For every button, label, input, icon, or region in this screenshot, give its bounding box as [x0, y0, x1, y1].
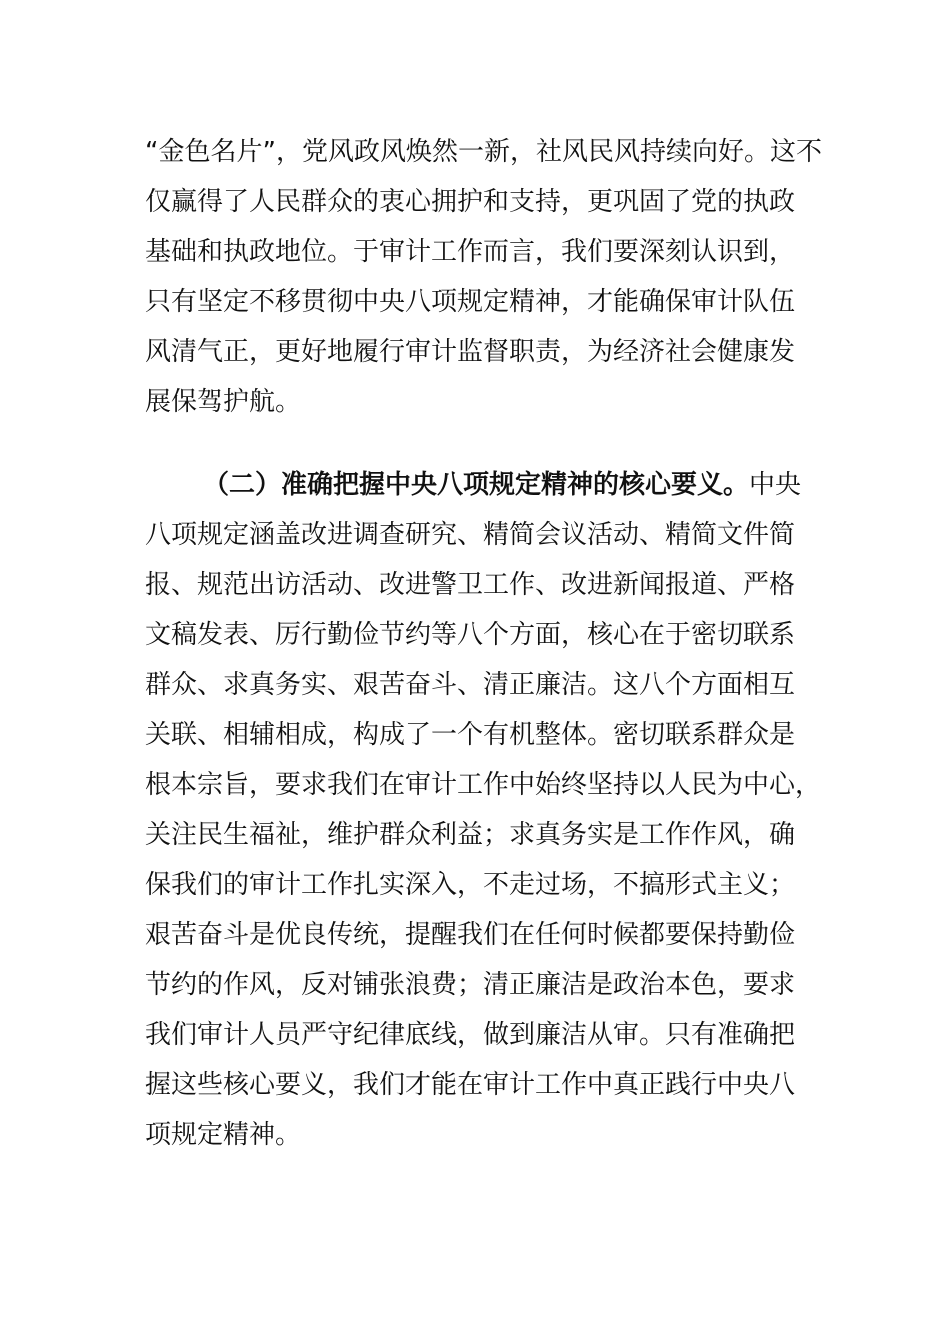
paragraph-2-line: 根本宗旨，要求我们在审计工作中始终坚持以人民为中心，	[145, 770, 822, 800]
paragraph-2-line: 报、规范出访活动、改进警卫工作、改进新闻报道、严格	[145, 570, 796, 600]
paragraph-2-line: 项规定精神。	[145, 1120, 302, 1150]
paragraph-1-line: 基础和执政地位。于审计工作而言，我们要深刻认识到，	[145, 237, 796, 267]
paragraph-1	[145, 127, 822, 427]
paragraph-2-line: 握这些核心要义，我们才能在审计工作中真正践行中央八	[145, 1070, 796, 1100]
paragraph-2-line: 关联、相辅相成，构成了一个有机整体。密切联系群众是	[145, 720, 796, 750]
paragraph-2-line: 文稿发表、厉行勤俭节约等八个方面，核心在于密切联系	[145, 620, 796, 650]
paragraph-2	[145, 460, 822, 1160]
paragraph-1-line: 仅赢得了人民群众的衷心拥护和支持，更巩固了党的执政	[145, 187, 796, 217]
paragraph-2-line: 保我们的审计工作扎实深入，不走过场，不搞形式主义；	[145, 870, 796, 900]
paragraph-2-line: 我们审计人员严守纪律底线，做到廉洁从审。只有准确把	[145, 1020, 796, 1050]
paragraph-1-line: “金色名片”，党风政风焕然一新，社风民风持续向好。这不	[145, 137, 822, 167]
paragraph-2-line: 节约的作风，反对铺张浪费；清正廉洁是政治本色，要求	[145, 970, 796, 1000]
paragraph-1-line: 风清气正，更好地履行审计监督职责，为经济社会健康发	[145, 337, 796, 367]
paragraph-1-line: 只有坚定不移贯彻中央八项规定精神，才能确保审计队伍	[145, 287, 796, 317]
paragraph-2-line: 八项规定涵盖改进调查研究、精简会议活动、精简文件简	[145, 520, 796, 550]
paragraph-2-line: 艰苦奋斗是优良传统，提醒我们在任何时候都要保持勤俭	[145, 920, 796, 950]
paragraph-2-line: 群众、求真务实、艰苦奋斗、清正廉洁。这八个方面相互	[145, 670, 796, 700]
paragraph-2-line: 关注民生福祉，维护群众利益；求真务实是工作作风，确	[145, 820, 796, 850]
paragraph-1-line: 展保驾护航。	[145, 387, 302, 417]
section-heading: （二）准确把握中央八项规定精神的核心要义。	[203, 470, 750, 500]
paragraph-2-first-line-text: 中央	[749, 470, 802, 500]
paragraph-2-first-line	[145, 460, 805, 510]
